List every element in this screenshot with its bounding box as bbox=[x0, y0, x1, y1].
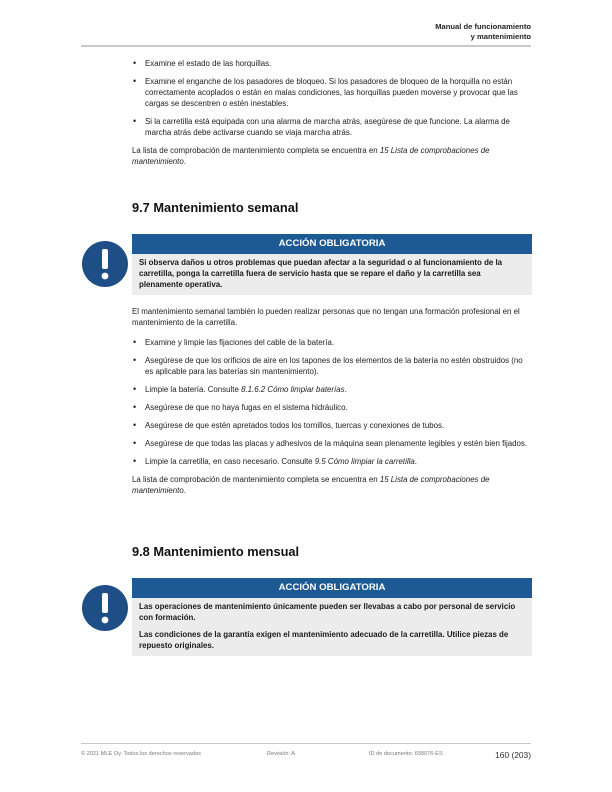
list-item: • Limpie la batería. Consulte 8.1.6.2 Cómo limpiar baterías. bbox=[132, 384, 532, 395]
header-rule bbox=[81, 45, 531, 47]
running-header bbox=[435, 22, 531, 42]
notice-text: Las operaciones de mantenimiento únicamente pueden ser llevabas a cabo por personal de servicio con formación. bbox=[139, 602, 516, 622]
continued-content bbox=[132, 58, 532, 179]
cross-reference-link[interactable]: 15 Lista de comprobaciones de mantenimiento bbox=[132, 475, 490, 495]
notice-text: Si observa daños u otros problemas que puedan afectar a la seguridad o al funcionamiento de la carretilla, ponga la carretilla fuera de servicio hasta que se repare el daño y la carretilla sea plenamente operativa. bbox=[139, 258, 503, 289]
notice-body bbox=[132, 254, 532, 295]
mandatory-action-notice bbox=[132, 578, 532, 656]
footer-revision: Revisión: A bbox=[267, 751, 295, 757]
notice-title: ACCIÓN OBLIGATORIA bbox=[132, 234, 532, 254]
list-item: • Si la carretilla está equipada con una alarma de marcha atrás, asegúrese de que funcione. La alarma de marcha atrás debe activarse cuando se viaja marcha atrás. bbox=[132, 116, 532, 138]
list-item: • Asegúrese de que los orificios de aire en los tapones de los elementos de la batería no estén obstruidos (no es aplicable para las baterías sin mantenimiento). bbox=[132, 355, 532, 377]
cross-reference-link[interactable]: 9.5 Cómo limpiar la carretilla bbox=[314, 457, 415, 466]
weekly-content bbox=[132, 306, 532, 508]
list-item: • Examine y limpie las fijaciones del cable de la batería. bbox=[132, 337, 532, 348]
weekly-bullet-list bbox=[132, 337, 532, 467]
list-item: • Limpie la carretilla, en caso necesario. Consulte 9.5 Cómo limpiar la carretilla. bbox=[132, 456, 532, 467]
checklist-reference: La lista de comprobación de mantenimiento completa se encuentra en 15 Lista de comprobaciones de mantenimiento. bbox=[132, 475, 490, 495]
list-item: • Asegúrese de que estén apretados todos los tornillos, tuercas y conexiones de tubos. bbox=[132, 420, 532, 431]
header-title-line1: Manual de funcionamiento bbox=[435, 22, 531, 31]
list-item: • Asegúrese de que todas las placas y adhesivos de la máquina sean plenamente legibles y estén bien fijados. bbox=[132, 438, 532, 449]
cross-reference-link[interactable]: 8.1.6.2 Cómo limpiar baterías bbox=[241, 385, 345, 394]
footer-rule bbox=[81, 743, 531, 744]
list-item: • Asegúrese de que no haya fugas en el sistema hidráulico. bbox=[132, 402, 532, 413]
cross-reference-link[interactable]: 15 Lista de comprobaciones de mantenimiento bbox=[132, 146, 490, 166]
checklist-reference: La lista de comprobación de mantenimiento completa se encuentra en 15 Lista de comprobaciones de mantenimiento. bbox=[132, 146, 490, 166]
section-heading-monthly: 9.8 Mantenimiento mensual bbox=[132, 544, 300, 559]
exclamation-circle-icon bbox=[81, 584, 129, 632]
notice-title: ACCIÓN OBLIGATORIA bbox=[132, 578, 532, 598]
top-bullet-list bbox=[132, 58, 532, 138]
weekly-intro: El mantenimiento semanal también lo pueden realizar personas que no tengan una formación profesional en el mantenimiento de la carretilla. bbox=[132, 307, 520, 327]
footer-copyright: © 2021 MLE Oy. Todos los derechos reservados bbox=[81, 751, 201, 757]
page-number: 160 (203) bbox=[495, 750, 531, 760]
mandatory-action-notice bbox=[132, 234, 532, 295]
header-title-line2: y mantenimiento bbox=[470, 32, 531, 41]
section-heading-weekly: 9.7 Mantenimiento semanal bbox=[132, 200, 299, 215]
notice-text: Las condiciones de la garantía exigen el mantenimiento adecuado de la carretilla. Utilice piezas de repuesto originales. bbox=[139, 630, 509, 650]
footer-document-id: ID de documento: 658076-ES bbox=[369, 751, 443, 757]
list-item: • Examine el estado de las horquillas. bbox=[132, 58, 532, 69]
list-item: • Examine el enganche de los pasadores de bloqueo. Si los pasadores de bloqueo de la horquilla no están correctamente acoplados o están en malas condiciones, las horquillas pueden moverse y provocar que las cargas se descentren o estén inestables. bbox=[132, 76, 532, 109]
notice-body bbox=[132, 598, 532, 656]
exclamation-circle-icon bbox=[81, 240, 129, 288]
